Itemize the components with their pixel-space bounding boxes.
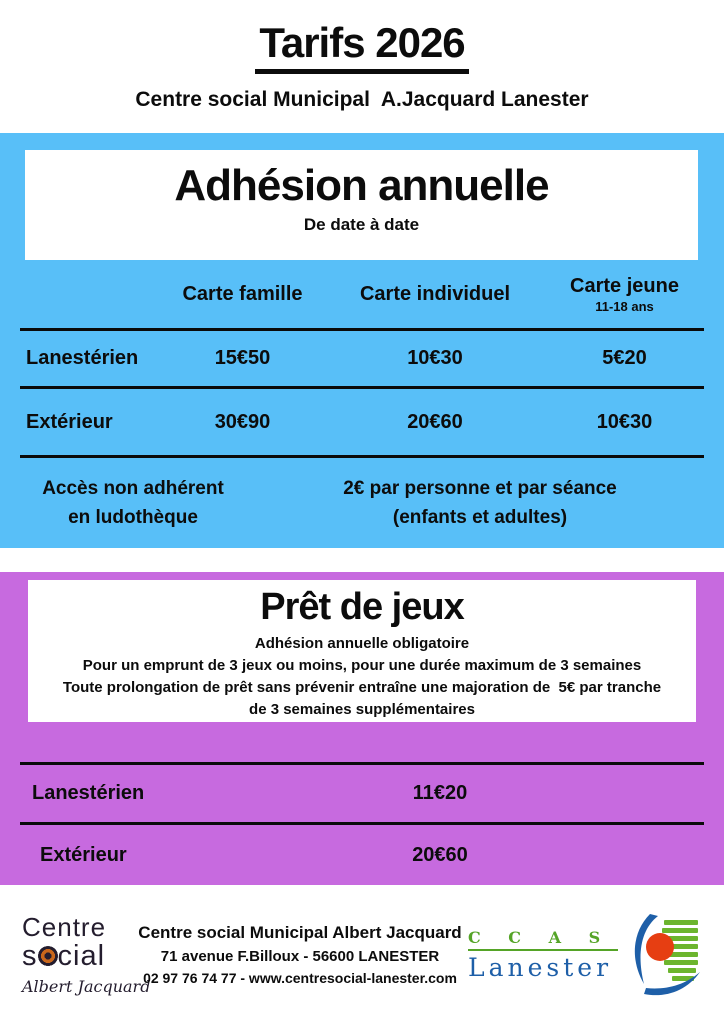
adhesion-header-row <box>20 260 704 328</box>
ludotheque-note-label-line2: en ludothèque <box>68 507 198 528</box>
col-header-carte-individuel: Carte individuel <box>359 282 511 305</box>
price-exterieur-jeune: 10€30 <box>596 410 653 433</box>
table-row <box>20 765 704 822</box>
pret-row-label-lanesterien: Lanestérien <box>32 782 145 804</box>
price-exterieur-famille: 30€90 <box>214 410 271 433</box>
price-lanesterien-individuel: 10€30 <box>407 347 463 369</box>
table-row <box>20 331 704 386</box>
pret-note-line1: Adhésion annuelle obligatoire <box>254 634 470 652</box>
pret-title: Prêt de jeux <box>260 586 464 628</box>
ludotheque-note-price <box>246 474 714 532</box>
col-header-age-note: 11-18 ans <box>595 298 654 314</box>
ccas-logo-text <box>468 928 618 982</box>
pret-price-lanesterien: 11€20 <box>412 782 468 804</box>
price-lanesterien-jeune: 5€20 <box>602 347 647 369</box>
pret-price-exterieur: 20€60 <box>412 843 468 866</box>
centre-social-logo-word1: Centre <box>22 912 107 942</box>
col-header-carte-jeune <box>545 275 704 314</box>
ccas-divider-line <box>468 949 618 951</box>
header <box>0 0 724 112</box>
adhesion-table <box>20 260 704 532</box>
ludotheque-note-row <box>20 458 704 532</box>
page-subtitle: Centre social Municipal A.Jacquard Lanester <box>135 88 589 112</box>
adhesion-card <box>25 150 698 260</box>
footer-address <box>138 920 461 989</box>
adhesion-subtitle: De date à date <box>303 215 420 235</box>
centre-social-logo-word2-prefix: s <box>22 940 38 972</box>
pret-note-line2: Pour un emprunt de 3 jeux ou moins, pour une durée maximum de 3 semaines <box>82 656 642 674</box>
footer <box>0 885 724 1024</box>
footer-address-name: Centre social Municipal Albert Jacquard <box>138 923 462 942</box>
ludotheque-note-price-line1: 2€ par personne et par séance <box>343 478 617 499</box>
row-label-lanesterien: Lanestérien <box>26 347 139 369</box>
pret-row-label-exterieur: Extérieur <box>40 843 127 866</box>
pret-section <box>0 572 724 885</box>
price-lanesterien-famille: 15€50 <box>214 347 271 369</box>
table-row <box>20 389 704 455</box>
pret-note-line4: de 3 semaines supplémentaires <box>249 700 475 718</box>
table-row <box>20 825 704 885</box>
centre-social-logo-word2 <box>22 942 132 971</box>
centre-social-logo-word2-suffix: cial <box>57 940 106 972</box>
footer-address-street: 71 avenue F.Billoux - 56600 LANESTER <box>160 947 440 965</box>
price-exterieur-individuel: 20€60 <box>407 410 463 433</box>
centre-social-logo <box>22 912 151 996</box>
albert-jacquard-signature: Albert Jacquard <box>22 977 151 996</box>
col-header-carte-jeune-label: Carte jeune <box>570 274 679 297</box>
ccas-city-name: Lanester <box>468 952 613 982</box>
ccas-acronym: C C A S <box>468 927 612 947</box>
ludotheque-note-label <box>20 474 246 532</box>
pret-note-line3: Toute prolongation de prêt sans prévenir entraîne une majoration de 5€ par tranche <box>62 678 662 696</box>
bullseye-icon <box>38 946 58 966</box>
ccas-lanester-logo <box>468 912 702 998</box>
row-label-exterieur: Extérieur <box>26 410 113 433</box>
ludotheque-note-label-line1: Accès non adhérent <box>42 478 224 499</box>
page-title: Tarifs 2026 <box>255 20 468 74</box>
ludotheque-note-price-line2: (enfants et adultes) <box>392 507 568 528</box>
col-header-carte-famille: Carte famille <box>182 282 303 305</box>
pret-card <box>28 580 696 722</box>
adhesion-section <box>0 133 724 548</box>
footer-address-phone-web: 02 97 76 74 77 - www.centresocial-lanester.com <box>143 970 457 986</box>
adhesion-title: Adhésion annuelle <box>174 161 549 210</box>
ccas-logo-mark-icon <box>622 912 702 998</box>
